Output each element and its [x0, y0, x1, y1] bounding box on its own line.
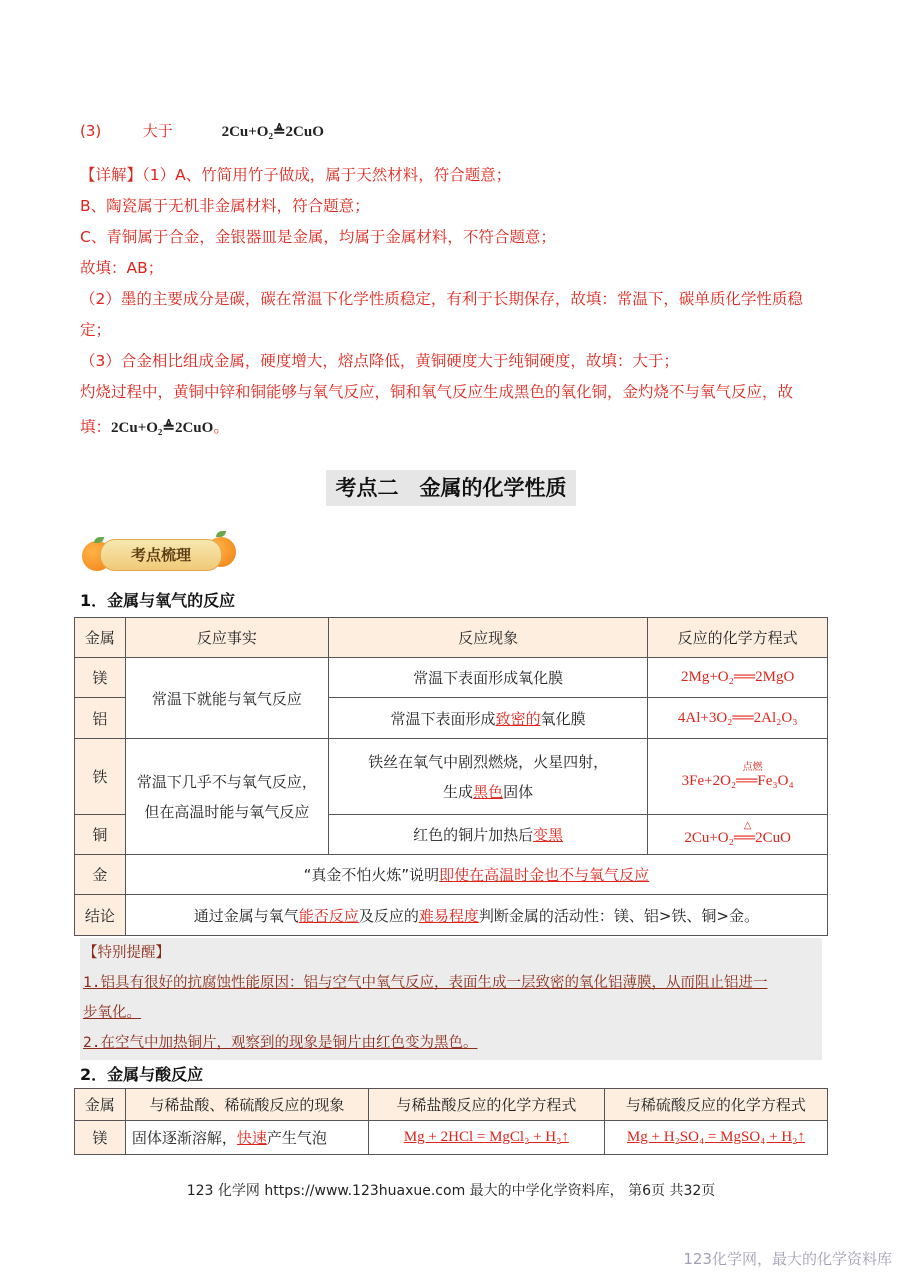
metal-cell: 铜 [75, 815, 126, 855]
section-title: 考点二 金属的化学性质 [326, 470, 576, 506]
fact-line: 常温下几乎不与氧气反应， [136, 772, 317, 791]
phen-line [329, 777, 647, 807]
fact-cell [125, 739, 328, 855]
detail-line: 灼烧过程中，黄铜中锌和铜能够与氧气反应，铜和氧气反应生成黑色的氧化铜，金灼烧不与氧气反应，故 [80, 383, 794, 401]
table-header: 与稀盐酸反应的化学方程式 [368, 1089, 604, 1121]
page-footer: 123 化学网 https://www.123huaxue.com 最大的中学化学资料库， 第6页 共32页 [186, 1183, 716, 1199]
con-underline: 难易程度 [418, 906, 479, 925]
phenomenon-cell: 常温下表面形成氧化膜 [328, 658, 647, 698]
equation-cell: 4Al+3O₂══2Al₂O₃ [648, 698, 828, 739]
watermark: 123化学网，最大的化学资料库 [683, 1250, 892, 1268]
phen-line: 铁丝在氧气中剧烈燃烧，火星四射， [368, 752, 609, 771]
reminder-item: 2.在空气中加热铜片，观察到的现象是铜片由红色变为黑色。 [83, 1035, 478, 1051]
equation-cell: 2Mg+O₂══2MgO [648, 658, 828, 698]
detail-explanation [80, 160, 825, 444]
detail-last-prefix: 填： [80, 418, 112, 436]
table-header: 反应的化学方程式 [648, 618, 828, 658]
answer-3-word: 大于 [142, 122, 173, 140]
answer-3 [80, 120, 324, 141]
conclusion-cell [125, 895, 827, 936]
table-header: 金属 [75, 1089, 126, 1121]
table-metal-acid [74, 1088, 828, 1155]
gold-cell [125, 855, 827, 895]
reminder-item: 1.铝具有很好的抗腐蚀性能原因：铝与空气中氧气反应，表面生成一层致密的氧化铝薄膜，从而阻止铝进一 [83, 975, 768, 991]
metal-cell: 镁 [75, 1121, 126, 1155]
phen-text: 氧化膜 [540, 709, 586, 728]
equation-text: 2Cu+O₂══2CuO [684, 830, 791, 846]
table-header: 反应事实 [125, 618, 328, 658]
phenomenon-cell [125, 1121, 368, 1155]
phen-underline: 致密的 [495, 709, 541, 728]
phen-text: 生成 [443, 782, 474, 801]
leaf-icon [216, 531, 226, 537]
phen-underline: 黑色 [473, 782, 504, 801]
detail-line: （2）墨的主要成分是碳，碳在常温下化学性质稳定，有利于长期保存，故填：常温下，碳单质化学性质稳定； [80, 290, 803, 339]
phen-underline: 快速 [236, 1129, 267, 1147]
table-header: 与稀硫酸反应的化学方程式 [604, 1089, 827, 1121]
phenomenon-cell [328, 698, 647, 739]
detail-last-equation: 2Cu+O₂≜2CuO [111, 420, 214, 436]
gold-text: “真金不怕火炼”说明 [303, 866, 440, 884]
metal-cell: 铝 [75, 698, 126, 739]
special-reminder-box [80, 938, 822, 1060]
phen-text: 红色的铜片加热后 [413, 826, 534, 844]
phen-text: 产生气泡 [266, 1129, 327, 1147]
detail-line: （3）合金相比组成金属，硬度增大，熔点降低，黄铜硬度大于纯铜硬度，故填：大于； [80, 352, 679, 370]
equation-cell: Mg + 2HCl = MgCl₂ + H₂↑ [368, 1121, 604, 1155]
answer-3-equation: 2Cu+O₂≜2CuO [221, 124, 324, 140]
con-text: 及反应的 [358, 906, 419, 925]
badge-label: 考点梳理 [100, 539, 222, 571]
detail-last-line [80, 412, 825, 444]
metal-cell: 金 [75, 855, 126, 895]
equation-cell [648, 739, 828, 815]
equation-cell [648, 815, 828, 855]
metal-cell: 镁 [75, 658, 126, 698]
reminder-title: 【特别提醒】 [83, 945, 170, 961]
con-text: 通过金属与氧气 [193, 906, 299, 925]
table-header: 与稀盐酸、稀硫酸反应的现象 [125, 1089, 368, 1121]
phenomenon-cell [328, 739, 647, 815]
detail-line: C、青铜属于合金，金银器皿是金属，均属于金属材料，不符合题意； [80, 228, 556, 246]
reaction-condition: 点燃 [742, 762, 763, 773]
topic-badge [80, 527, 240, 577]
detail-line: 【详解】（1）A、竹简用竹子做成，属于天然材料，符合题意； [80, 166, 512, 184]
gold-underline: 即使在高温时金也不与氧气反应 [439, 866, 650, 884]
phen-text: 常温下表面形成 [390, 709, 496, 728]
fact-line: 但在高温时能与氧气反应 [144, 802, 310, 821]
phen-text: 固体逐渐溶解， [131, 1129, 237, 1147]
metal-cell: 铁 [75, 739, 126, 815]
phen-text: 固体 [503, 782, 534, 801]
fact-cell: 常温下就能与氧气反应 [125, 658, 328, 739]
answer-3-label: (3) [80, 122, 102, 140]
phenomenon-cell [328, 815, 647, 855]
reminder-item: 步氧化。 [83, 1005, 141, 1021]
con-underline: 能否反应 [298, 906, 359, 925]
con-text: 判断金属的活动性：镁、铝>铁、铜>金。 [478, 906, 759, 925]
reaction-condition: △ [743, 820, 752, 831]
table-metal-oxygen [74, 617, 828, 936]
phen-underline: 变黑 [533, 826, 564, 844]
equation-text: 3Fe+2O₂══Fe₃O₄ [681, 773, 794, 789]
heading-metal-acid: 2．金属与酸反应 [80, 1065, 204, 1084]
table-header: 反应现象 [328, 618, 647, 658]
detail-line: 故填：AB； [80, 259, 164, 277]
table-header: 金属 [75, 618, 126, 658]
conclusion-label: 结论 [75, 895, 126, 936]
detail-line: B、陶瓷属于无机非金属材料，符合题意； [80, 197, 370, 215]
detail-last-suffix: 。 [213, 418, 229, 436]
equation-cell: Mg + H₂SO₄ = MgSO₄ + H₂↑ [604, 1121, 827, 1155]
heading-metal-oxygen: 1．金属与氧气的反应 [80, 591, 236, 610]
